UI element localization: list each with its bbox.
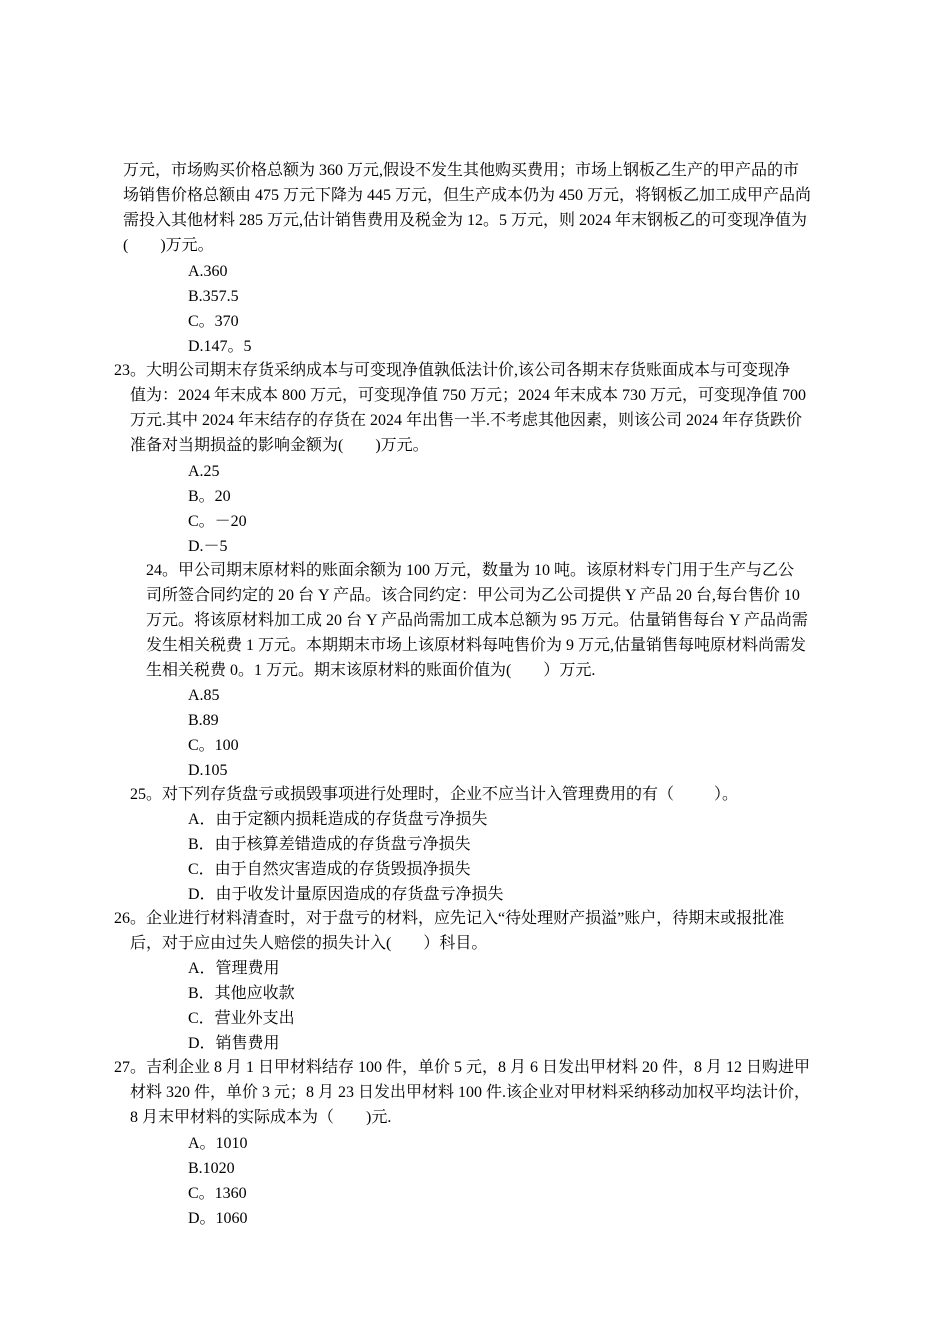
q27-line-1: 27。吉利企业 8 月 1 日甲材料结存 100 件，单价 5 元，8 月 6 日发出甲材料 20 件，8 月 12 日购进甲 xyxy=(114,1059,811,1076)
q24-option-a: A.85 xyxy=(188,687,220,704)
q24-line-4: 发生相关税费 1 万元。本期期末市场上该原材料每吨售价为 9 万元,估量销售每吨原材料尚需发 xyxy=(146,637,807,654)
q25-option-a: A．由于定额内损耗造成的存货盘亏净损失 xyxy=(188,811,488,828)
q24-option-b: B.89 xyxy=(188,712,219,729)
q27-line-2: 材料 320 件，单价 3 元；8 月 23 日发出甲材料 100 件.该企业对甲材料采纳移动加权平均法计价， xyxy=(130,1084,811,1101)
q27-option-c: C。1360 xyxy=(188,1185,247,1202)
q27-option-a: A。1010 xyxy=(188,1135,248,1152)
q23-option-d: D.－5 xyxy=(188,538,228,555)
q24-line-5: 生相关税费 0。1 万元。期末该原材料的账面价值为( ）万元. xyxy=(146,662,596,679)
q26-option-d: D．销售费用 xyxy=(188,1035,280,1052)
q22-line-2: 场销售价格总额由 475 万元下降为 445 万元，但生产成本仍为 450 万元，将钢板乙加工成甲产品尚 xyxy=(123,187,812,204)
q26-option-a: A．管理费用 xyxy=(188,960,280,977)
q23-option-c: C。－20 xyxy=(188,513,247,530)
q23-line-2: 值为：2024 年末成本 800 万元，可变现净值 750 万元；2024 年末成本 730 万元，可变现净值 700 xyxy=(130,387,807,404)
q22-option-d: D.147。5 xyxy=(188,338,252,355)
q22-option-c: C。370 xyxy=(188,313,239,330)
q25-option-b: B．由于核算差错造成的存货盘亏净损失 xyxy=(188,836,471,853)
q26-option-c: C．营业外支出 xyxy=(188,1010,295,1027)
q22-option-b: B.357.5 xyxy=(188,288,239,305)
q26-option-b: B．其他应收款 xyxy=(188,985,295,1002)
q22-line-1: 万元，市场购买价格总额为 360 万元,假设不发生其他购买费用；市场上钢板乙生产的甲产品的市 xyxy=(123,162,800,179)
q22-option-a: A.360 xyxy=(188,263,228,280)
q24-line-3: 万元。将该原材料加工成 20 台 Y 产品尚需加工成本总额为 95 万元。估量销售每台 Y 产品尚需 xyxy=(146,612,808,629)
q24-line-1: 24。甲公司期末原材料的账面余额为 100 万元，数量为 10 吨。该原材料专门用于生产与乙公 xyxy=(146,562,795,579)
q27-option-b: B.1020 xyxy=(188,1160,235,1177)
q24-option-c: C。100 xyxy=(188,737,239,754)
q27-option-d: D。1060 xyxy=(188,1210,248,1227)
q23-line-3: 万元.其中 2024 年末结存的存货在 2024 年出售一半.不考虑其他因素，则该公司 2024 年存货跌价 xyxy=(130,412,803,429)
q23-option-a: A.25 xyxy=(188,463,220,480)
q25-option-c: C．由于自然灾害造成的存货毁损净损失 xyxy=(188,861,471,878)
q24-line-2: 司所签合同约定的 20 台 Y 产品。该合同约定：甲公司为乙公司提供 Y 产品 20 台,每台售价 10 xyxy=(146,587,800,604)
q22-line-4: ( )万元。 xyxy=(123,237,214,254)
q25-line-1: 25。对下列存货盘亏或损毁事项进行处理时，企业不应当计入管理费用的有（ ）。 xyxy=(130,786,739,803)
q22-line-3: 需投入其他材料 285 万元,估计销售费用及税金为 12。5 万元，则 2024 年末钢板乙的可变现净值为 xyxy=(123,212,808,229)
q26-line-2: 后，对于应由过失人赔偿的损失计入( ）科目。 xyxy=(130,935,488,952)
q23-option-b: B。20 xyxy=(188,488,231,505)
q26-line-1: 26。企业进行材料清查时，对于盘亏的材料，应先记入“待处理财产损溢”账户，待期末或报批准 xyxy=(114,910,785,927)
q24-option-d: D.105 xyxy=(188,762,228,779)
q25-option-d: D．由于收发计量原因造成的存货盘亏净损失 xyxy=(188,886,504,903)
q27-line-3: 8 月末甲材料的实际成本为（ )元. xyxy=(130,1109,392,1126)
q23-line-1: 23。大明公司期末存货采纳成本与可变现净值孰低法计价,该公司各期末存货账面成本与可变现净 xyxy=(114,362,791,379)
q23-line-4: 准备对当期损益的影响金额为( )万元。 xyxy=(130,437,429,454)
